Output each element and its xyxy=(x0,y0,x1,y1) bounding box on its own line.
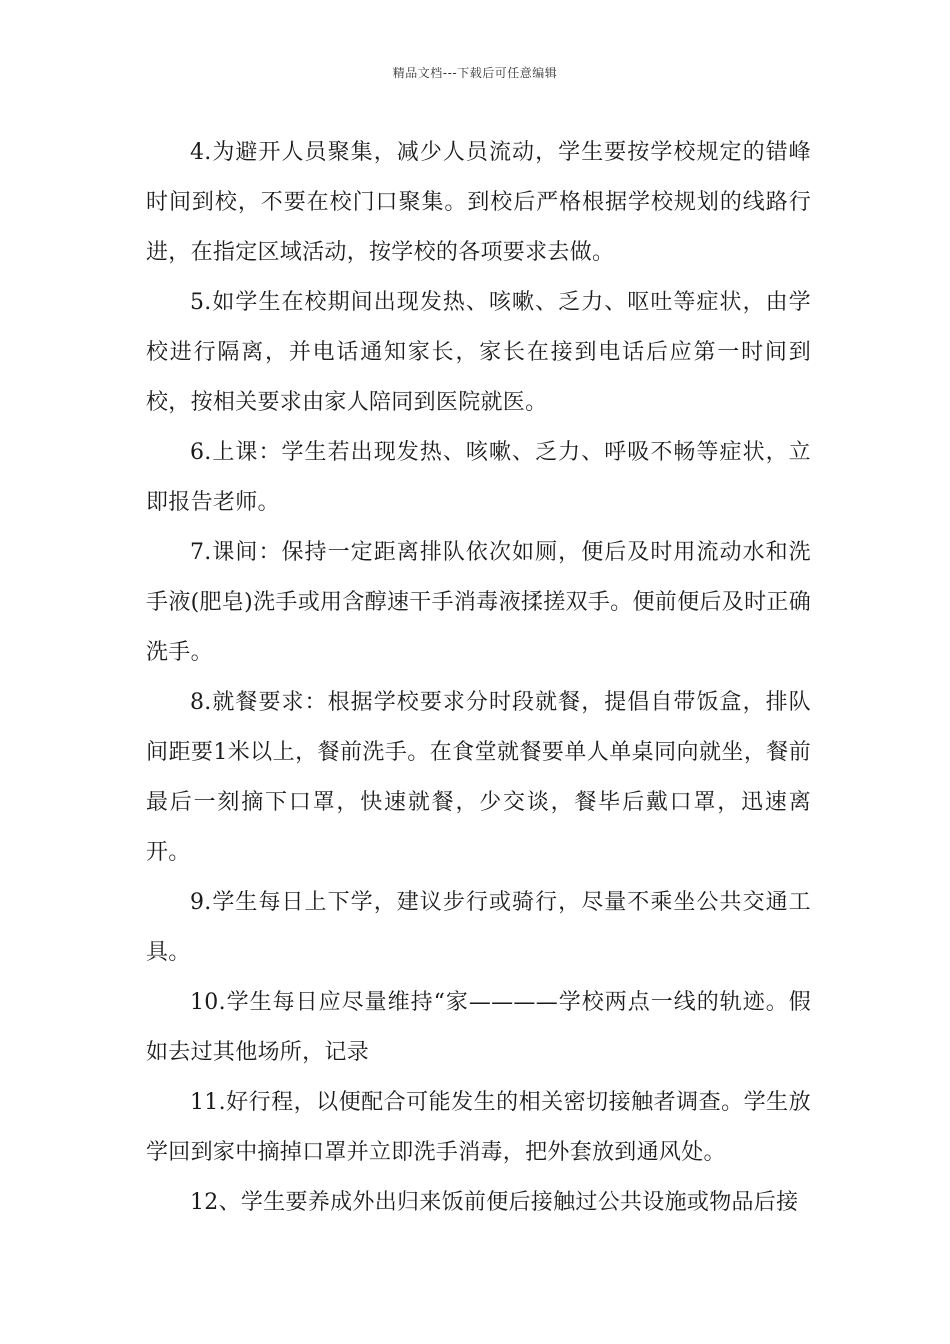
paragraph-11: 11.好行程，以便配合可能发生的相关密切接触者调查。学生放学回到家中摘掉口罩并立即洗手消毒，把外套放到通风处。 xyxy=(146,1090,811,1165)
paragraph-5: 5.如学生在校期间出现发热、咳嗽、乏力、呕吐等症状，由学校进行隔离，并电话通知家长，家长在接到电话后应第一时间到校，按相关要求由家人陪同到医院就医。 xyxy=(146,290,811,415)
document-body xyxy=(146,128,811,1228)
paragraph-4: 4.为避开人员聚集，减少人员流动，学生要按学校规定的错峰时间到校，不要在校门口聚集。到校后严格根据学校规划的线路行进，在指定区域活动，按学校的各项要求去做。 xyxy=(146,140,811,265)
paragraph-10: 10.学生每日应尽量维持“家————学校两点一线的轨迹。假如去过其他场所，记录 xyxy=(146,990,811,1065)
paragraph-9: 9.学生每日上下学，建议步行或骑行，尽量不乘坐公共交通工具。 xyxy=(146,890,811,965)
paragraph-8: 8.就餐要求：根据学校要求分时段就餐，提倡自带饭盒，排队间距要1米以上，餐前洗手。在食堂就餐要单人单桌同向就坐，餐前最后一刻摘下口罩，快速就餐，少交谈，餐毕后戴口罩，迅速离开。 xyxy=(146,690,811,865)
paragraph-6: 6.上课：学生若出现发热、咳嗽、乏力、呼吸不畅等症状，立即报告老师。 xyxy=(146,440,811,515)
paragraph-12: 12、学生要养成外出归来饭前便后接触过公共设施或物品后接 xyxy=(190,1190,799,1215)
paragraph-7: 7.课间：保持一定距离排队依次如厕，便后及时用流动水和洗手液(肥皂)洗手或用含醇速干手消毒液揉搓双手。便前便后及时正确洗手。 xyxy=(146,540,811,665)
page-header: 精品文档---下载后可任意编辑 xyxy=(392,66,558,80)
